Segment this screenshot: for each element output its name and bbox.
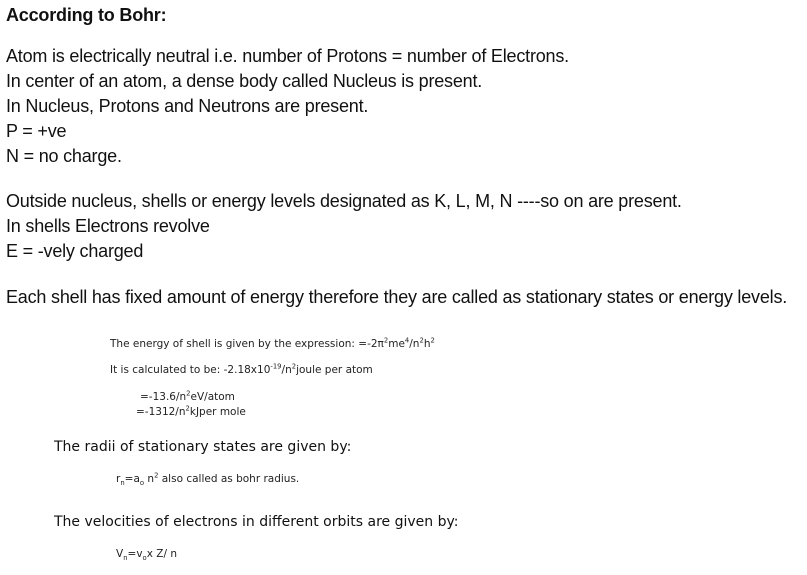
velocity-formula: $V_n=v_ox$ Z/ n: [116, 548, 177, 563]
velocity-heading: The velocities of electrons in different orbits are given by:: [54, 514, 459, 530]
energy-kj: $=-1312/n^2kJper$ mole: [136, 404, 246, 418]
energy-ev: $=-13.6/n^2eV$/atom: [140, 389, 235, 403]
para1-line-2: In center of an atom, a dense body called Nucleus is present.: [6, 71, 483, 91]
energy-expression: The energy of shell is given by the expression: $=-2\pi^2me^4/n^2h^2$: [110, 336, 435, 350]
para3: Each shell has fixed amount of energy therefore they are called as stationary states or energy levels.: [6, 287, 788, 307]
para2-line-2: In shells Electrons revolve: [6, 216, 210, 236]
energy-calculated: It is calculated to be: $-2.18x10^{-19}/n^2joule$ per atom: [110, 362, 373, 376]
radii-formula: $r_n=a_o$ $n^2$ also called as bohr radius.: [116, 471, 300, 488]
para1-line-5: N = no charge.: [6, 146, 122, 166]
para1-line-1: Atom is electrically neutral i.e. number of Protons = number of Electrons.: [6, 46, 569, 66]
para2-line-1: Outside nucleus, shells or energy levels designated as K, L, M, N ----so on are present.: [6, 191, 682, 211]
heading: According to Bohr:: [6, 5, 167, 25]
para1-line-3: In Nucleus, Protons and Neutrons are present.: [6, 96, 369, 116]
para1-line-4: P = +ve: [6, 121, 67, 141]
para2-line-3: E = -vely charged: [6, 241, 144, 261]
radii-heading: The radii of stationary states are given by:: [54, 439, 352, 455]
